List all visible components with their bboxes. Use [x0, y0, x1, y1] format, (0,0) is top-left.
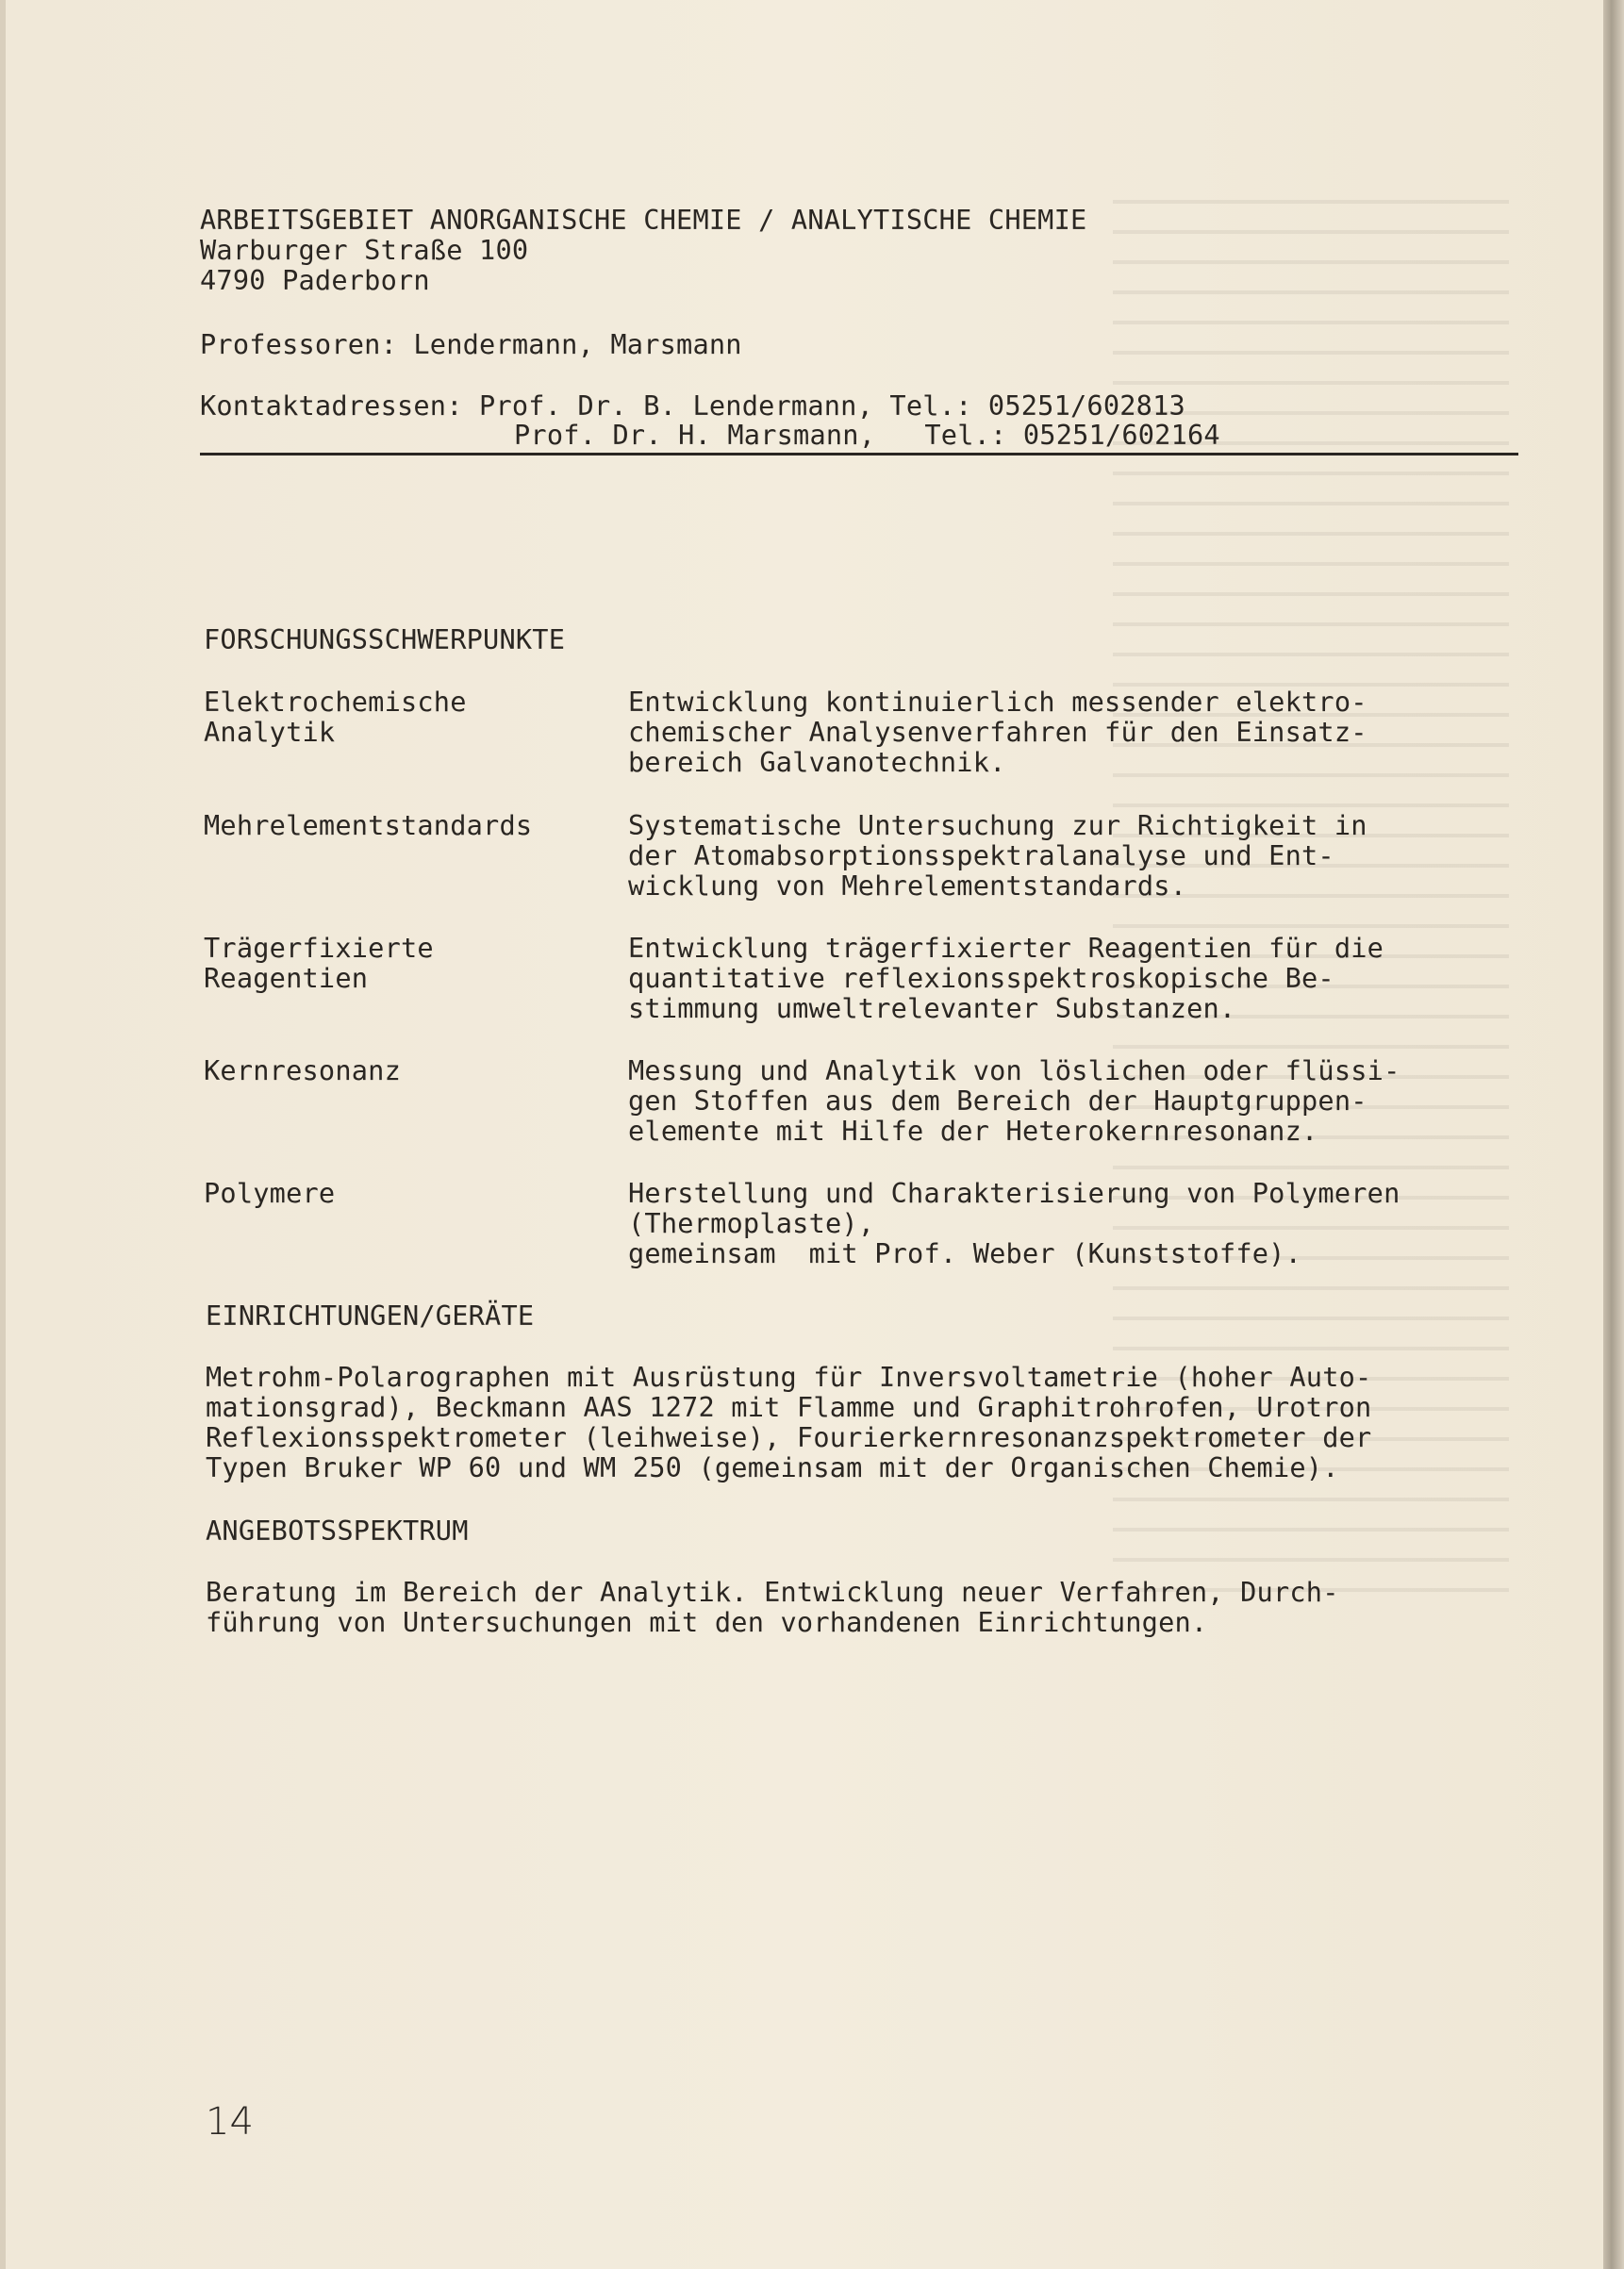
binding-edge-left [0, 0, 6, 2269]
header-divider [200, 453, 1518, 455]
research-description: stimmung umweltrelevanter Substanzen. [628, 992, 1236, 1024]
research-topic: Trägerfixierte [204, 932, 434, 964]
address-street: Warburger Straße 100 [200, 234, 529, 266]
research-description: Entwicklung trägerfixierter Reagentien für die [628, 932, 1384, 964]
research-description: gen Stoffen aus dem Bereich der Hauptgruppen- [628, 1085, 1367, 1117]
research-topic: Elektrochemische [204, 686, 467, 718]
offer-line: führung von Untersuchungen mit den vorhandenen Einrichtungen. [206, 1606, 1208, 1638]
research-description: der Atomabsorptionsspektralanalyse und Ent- [628, 839, 1334, 871]
professors-line: Professoren: Lendermann, Marsmann [200, 328, 742, 360]
equipment-line: Metrohm-Polarographen mit Ausrüstung für Inversvoltametrie (hoher Auto- [206, 1361, 1372, 1393]
research-topic: Polymere [204, 1177, 336, 1209]
offer-line: Beratung im Bereich der Analytik. Entwicklung neuer Verfahren, Durch- [206, 1576, 1339, 1608]
research-description: Herstellung und Charakterisierung von Polymeren [628, 1177, 1400, 1209]
department-title: ARBEITSGEBIET ANORGANISCHE CHEMIE / ANALYTISCHE CHEMIE [200, 204, 1087, 236]
equipment-line: mationsgrad), Beckmann AAS 1272 mit Flamme und Graphitrohrofen, Urotron [206, 1391, 1372, 1423]
research-description: Entwicklung kontinuierlich messender elektro- [628, 686, 1367, 718]
research-description: bereich Galvanotechnik. [628, 746, 1006, 778]
research-description: quantitative reflexionsspektroskopische Be- [628, 962, 1334, 994]
research-description: Messung und Analytik von löslichen oder flüssi- [628, 1054, 1400, 1086]
research-description: chemischer Analysenverfahren für den Einsatz- [628, 716, 1367, 748]
binding-edge-right [1603, 0, 1624, 2269]
page-number: 14 [206, 2100, 254, 2144]
equipment-line: Typen Bruker WP 60 und WM 250 (gemeinsam mit der Organischen Chemie). [206, 1451, 1339, 1483]
research-topic: Analytik [204, 716, 336, 748]
research-topic: Kernresonanz [204, 1054, 401, 1086]
research-description: wicklung von Mehrelementstandards. [628, 870, 1187, 902]
research-description: Systematische Untersuchung zur Richtigkeit in [628, 809, 1367, 841]
research-heading: FORSCHUNGSSCHWERPUNKTE [204, 623, 566, 655]
equipment-line: Reflexionsspektrometer (leihweise), Fourierkernresonanzspektrometer der [206, 1421, 1372, 1453]
offer-heading: ANGEBOTSSPEKTRUM [206, 1515, 469, 1547]
research-topic: Reagentien [204, 962, 369, 994]
contact-line-1: Kontaktadressen: Prof. Dr. B. Lendermann, Tel.: 05251/602813 [200, 389, 1185, 422]
contact-line-2: Prof. Dr. H. Marsmann, Tel.: 05251/602164 [514, 419, 1220, 451]
address-city: 4790 Paderborn [200, 264, 430, 296]
research-topic: Mehrelementstandards [204, 809, 533, 841]
equipment-heading: EINRICHTUNGEN/GERÄTE [206, 1300, 535, 1332]
research-description: (Thermoplaste), [628, 1207, 875, 1239]
research-description: elemente mit Hilfe der Heterokernresonanz. [628, 1115, 1318, 1147]
research-description: gemeinsam mit Prof. Weber (Kunststoffe). [628, 1237, 1302, 1269]
